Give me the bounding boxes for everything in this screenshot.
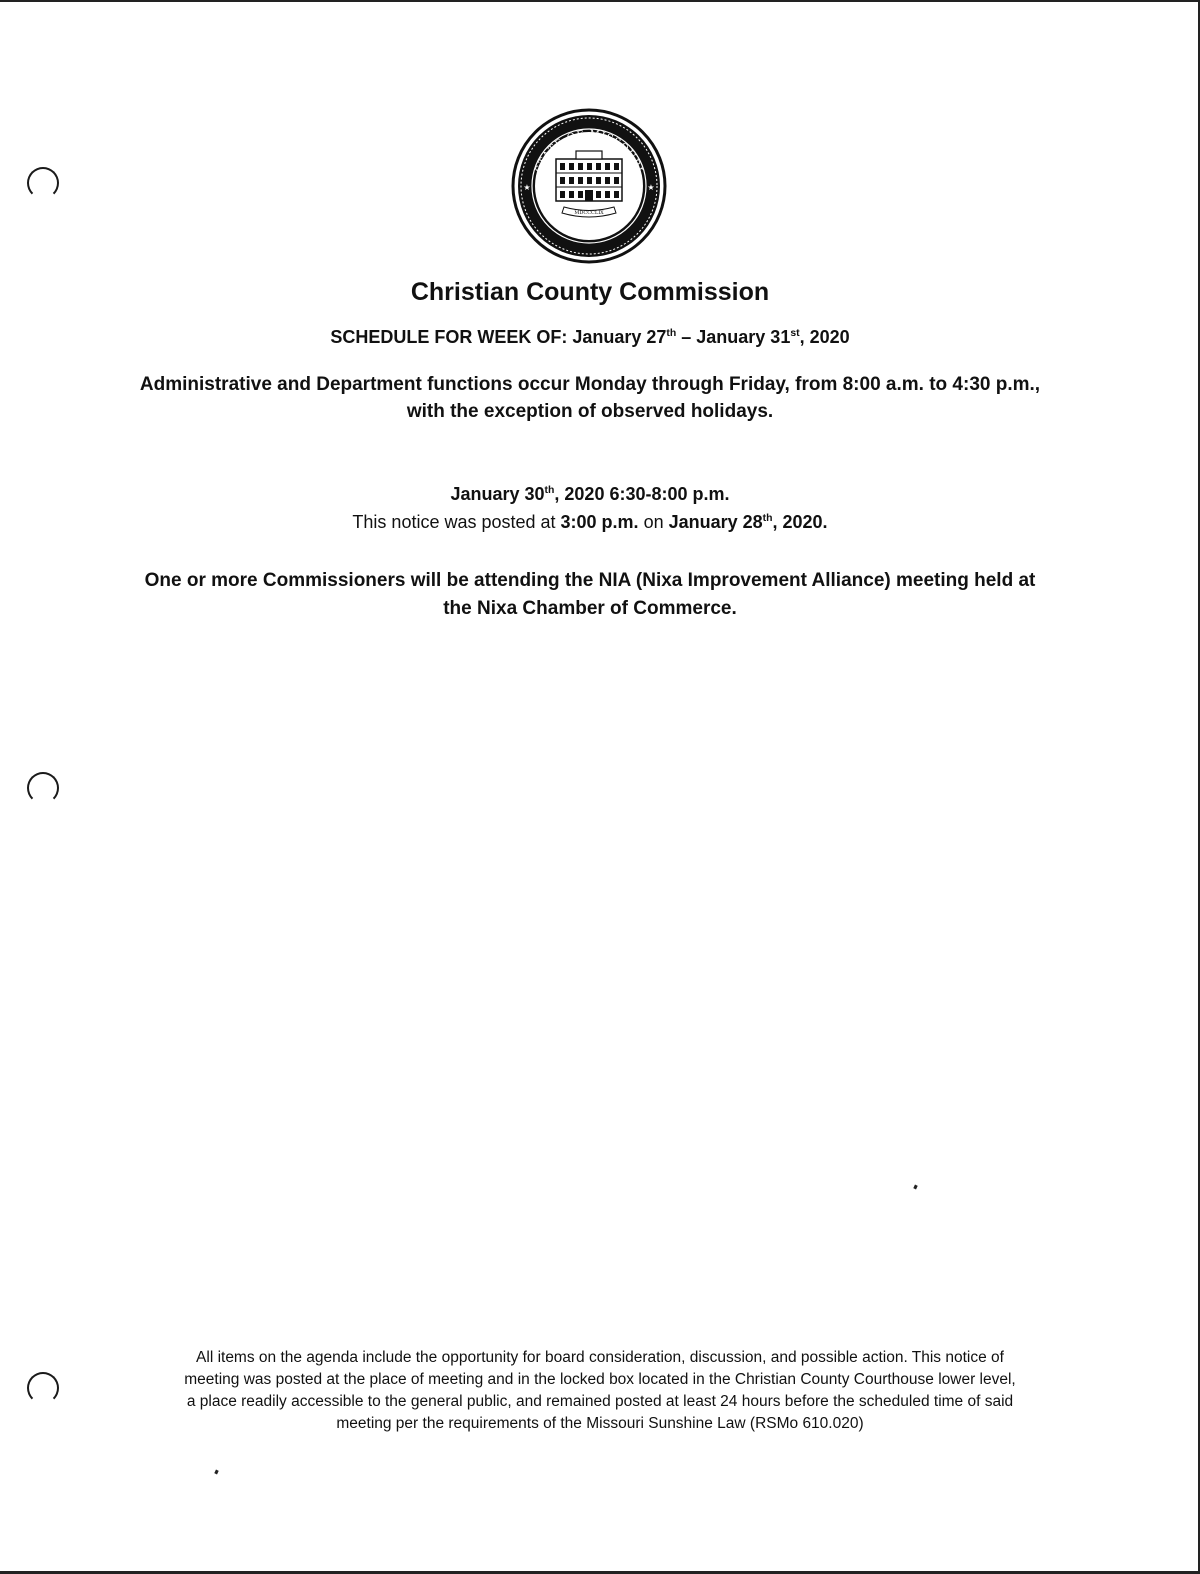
footer-line: meeting was posted at the place of meeting and in the locked box located in the Christian County Courthouse lower level,	[184, 1371, 1016, 1388]
admin-line: Administrative and Department functions occur Monday through Friday, from 8:00 a.m. to 4:30 p.m.,	[139, 374, 1041, 395]
seal-top-text: STATE OF MISSOURI	[533, 128, 645, 175]
footer-line: meeting per the requirements of the Missouri Sunshine Law (RSMo 610.020)	[336, 1415, 864, 1432]
sunshine-law-footer	[80, 1347, 1120, 1435]
svg-text:★: ★	[647, 183, 655, 192]
admin-hours-notice	[0, 371, 1180, 425]
attend-line: the Nixa Chamber of Commerce.	[443, 598, 737, 619]
county-seal	[510, 107, 668, 265]
page-title: Christian County Commission	[410, 278, 770, 306]
punch-hole-top	[27, 167, 59, 199]
posted-notice: This notice was posted at 3:00 p.m. on January 28th, 2020.	[352, 512, 828, 532]
seal-banner-text: MDCCCLIX	[574, 210, 604, 216]
meeting-date: January 30th, 2020 6:30-8:00 p.m.	[450, 484, 730, 504]
seal-bottom-text: COUNTY OF CHRISTIAN	[533, 192, 645, 243]
punch-hole-middle	[27, 772, 59, 804]
schedule-week: SCHEDULE FOR WEEK OF: January 27th – January 31st, 2020	[330, 327, 850, 347]
attend-line: One or more Commissioners will be attending the NIA (Nixa Improvement Alliance) meeting held at	[144, 570, 1036, 591]
footer-line: a place readily accessible to the general public, and remained posted at least 24 hours before the scheduled time of said	[186, 1393, 1014, 1410]
admin-line: with the exception of observed holidays.	[406, 401, 774, 422]
attendance-notice	[0, 567, 1180, 623]
scan-speck	[913, 1185, 917, 1190]
footer-line: All items on the agenda include the opportunity for board consideration, discussion, and possible action. This notice of	[196, 1349, 1004, 1366]
scan-speck	[214, 1470, 218, 1475]
svg-text:★: ★	[523, 183, 531, 192]
punch-hole-bottom	[27, 1372, 59, 1404]
